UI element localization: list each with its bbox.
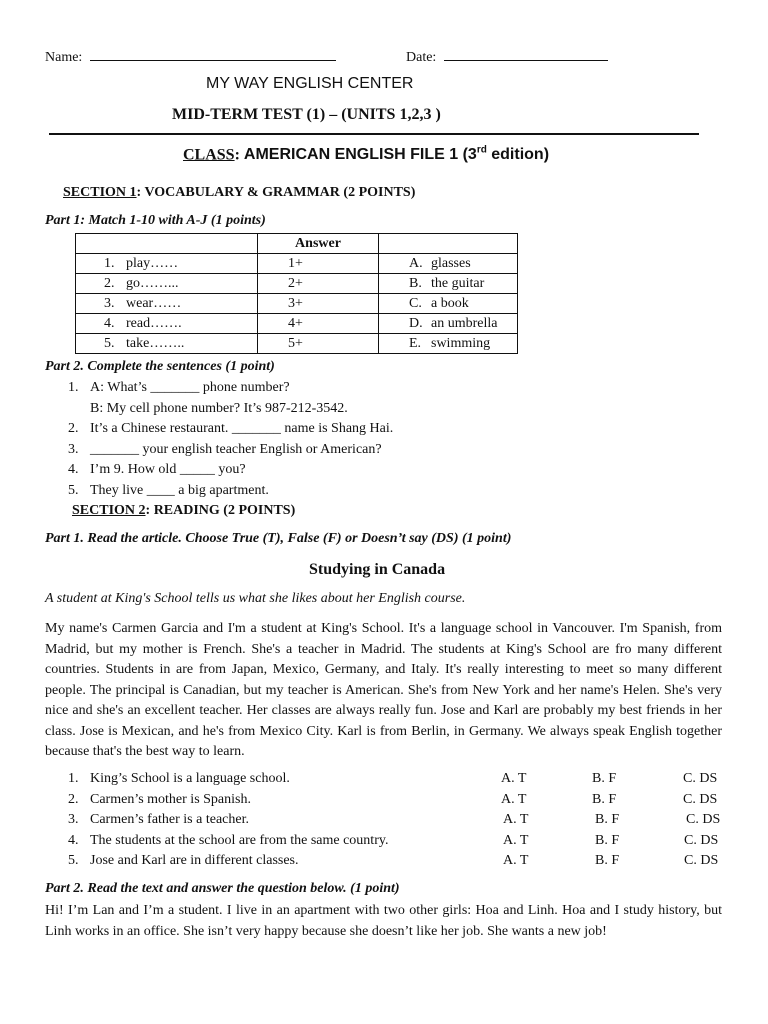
- option-true[interactable]: A. T: [501, 771, 527, 786]
- class-label: CLASS: [183, 146, 235, 164]
- header-divider: [49, 133, 699, 135]
- option-doesnt-say[interactable]: C. DS: [683, 792, 718, 807]
- table-row: 1. play…… 1+ A. glasses: [76, 254, 518, 274]
- option-false[interactable]: B. F: [592, 771, 617, 786]
- table-row: 4. read……. 4+ D. an umbrella: [76, 314, 518, 334]
- answer-cell[interactable]: 1+: [258, 254, 379, 274]
- reading-part2-title: Part 2. Read the text and answer the question below. (1 point): [45, 881, 400, 896]
- option-doesnt-say[interactable]: C. DS: [684, 853, 719, 868]
- matching-table: [75, 233, 518, 354]
- option-true[interactable]: A. T: [503, 853, 529, 868]
- table-row: 2. go……... 2+ B. the guitar: [76, 274, 518, 294]
- option-false[interactable]: B. F: [592, 792, 617, 807]
- part2-title: Part 2. Complete the sentences (1 point): [45, 359, 275, 374]
- part1-title: Part 1: Match 1-10 with A-J (1 points): [45, 213, 266, 228]
- option-false[interactable]: B. F: [595, 812, 620, 827]
- table-row: 5. take…….. 5+ E. swimming: [76, 334, 518, 354]
- class-value: AMERICAN ENGLISH FILE 1 (3rd edition): [243, 145, 550, 164]
- article-body: My name's Carmen Garcia and I'm a student at King's School. It's a language school in Vancouver. I'm Spanish, from Madrid, but my mother is French. She's a teacher in Madrid. The students at King's School are fro many different countries. Students in are from Japan, Mexico, Germany, and Italy. It's really interesting to meet so many different people. The principal is Canadian, but my teacher is American. She's from New York and her name's Helen. She's very nice and she's an excellent teacher. Her classes are always really fun. Jose and Karl are probably my best friends in her class. Jose is Mexican, and he's from Mexico City. Karl is from Berlin, in Germany. We always speak English together because that's the best way to learn.: [45, 621, 722, 759]
- test-title: MID-TERM TEST (1) – (UNITS 1,2,3 ): [172, 106, 441, 123]
- answer-cell[interactable]: 3+: [258, 294, 379, 314]
- option-true[interactable]: A. T: [503, 812, 529, 827]
- answer-cell[interactable]: 2+: [258, 274, 379, 294]
- section1-title: SECTION 1: VOCABULARY & GRAMMAR (2 POINTS): [63, 185, 416, 200]
- article-subtitle: A student at King's School tells us what she likes about her English course.: [45, 591, 466, 606]
- center-name: MY WAY ENGLISH CENTER: [206, 75, 414, 92]
- date-blank[interactable]: [444, 47, 608, 61]
- table-header-row: [76, 234, 518, 254]
- option-false[interactable]: B. F: [595, 833, 620, 848]
- header-empty-cell: [379, 234, 518, 254]
- answer-cell[interactable]: 5+: [258, 334, 379, 354]
- article-title: Studying in Canada: [309, 561, 446, 578]
- name-blank[interactable]: [90, 47, 336, 61]
- class-line: CLASS: AMERICAN ENGLISH FILE 1 (3rd edition): [183, 145, 550, 164]
- answer-cell[interactable]: 4+: [258, 314, 379, 334]
- section2-title: SECTION 2: READING (2 POINTS): [72, 503, 296, 518]
- date-label: Date:: [406, 50, 437, 65]
- option-true[interactable]: A. T: [503, 833, 529, 848]
- date-field[interactable]: [406, 47, 608, 66]
- header-empty-cell: [76, 234, 258, 254]
- answer-header: Answer: [258, 234, 379, 254]
- reading-part1-title: Part 1. Read the article. Choose True (T), False (F) or Doesn’t say (DS) (1 point): [45, 531, 512, 546]
- name-field[interactable]: [45, 47, 336, 66]
- option-doesnt-say[interactable]: C. DS: [686, 812, 721, 827]
- option-true[interactable]: A. T: [501, 792, 527, 807]
- option-doesnt-say[interactable]: C. DS: [683, 771, 718, 786]
- option-doesnt-say[interactable]: C. DS: [684, 833, 719, 848]
- table-row: 3. wear…… 3+ C. a book: [76, 294, 518, 314]
- name-label: Name:: [45, 50, 83, 65]
- option-false[interactable]: B. F: [595, 853, 620, 868]
- reading-part2-text: Hi! I’m Lan and I’m a student. I live in an apartment with two other girls: Hoa and Linh. Hoa and I study history, but Linh works in an office. She isn’t very happy because she doesn’t like her job. She wants a new job!: [45, 903, 722, 939]
